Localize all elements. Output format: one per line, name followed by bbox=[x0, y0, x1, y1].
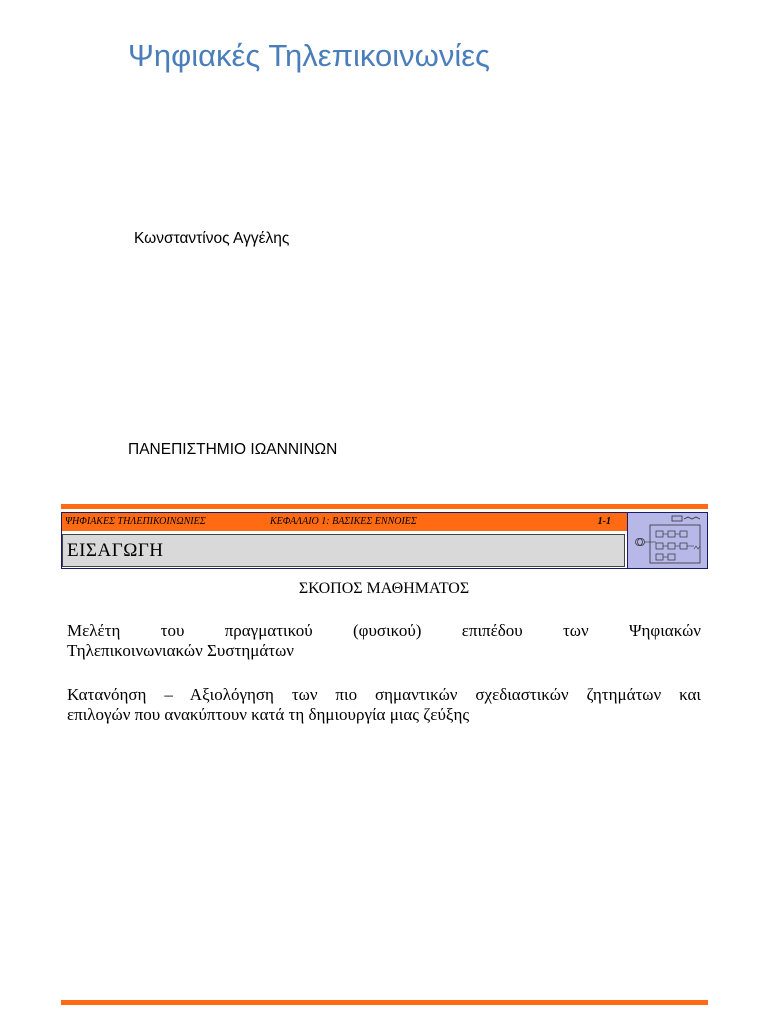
paragraph-line: Τηλεπικοινωνιακών Συστημάτων bbox=[67, 641, 294, 660]
paragraph-line: Κατανόηση – Αξιολόγηση των πιο σημαντικών σχεδιαστικών ζητημάτων και bbox=[67, 685, 701, 704]
slide-header-bar bbox=[62, 513, 627, 531]
header-page-number: 1-1 bbox=[597, 516, 611, 527]
header-chapter-name: ΚΕΦΑΛΑΙΟ 1: ΒΑΣΙΚΕΣ ΕΝΝΟΙΕΣ bbox=[270, 516, 417, 527]
document-title: Ψηφιακές Τηλεπικοινωνίες bbox=[128, 38, 490, 73]
paragraph-course-evaluation bbox=[67, 685, 701, 725]
paragraph-line: Μελέτη του πραγματικού (φυσικού) επιπέδου των Ψηφιακών bbox=[67, 621, 701, 640]
header-diagram-panel bbox=[627, 513, 707, 568]
author-name: Κωνσταντίνος Αγγέλης bbox=[134, 230, 290, 247]
section-title: ΕΙΣΑΓΩΓΗ bbox=[67, 540, 164, 561]
communication-system-block-diagram-icon bbox=[628, 513, 708, 568]
paragraph-course-goal bbox=[67, 621, 701, 661]
university-name: ΠΑΝΕΠΙΣΤΗΜΙΟ ΙΩΑΝΝΙΝΩΝ bbox=[128, 441, 338, 458]
top-orange-rule bbox=[61, 504, 708, 509]
paragraph-line: επιλογών που ανακύπτουν κατά τη δημιουργία μιας ζεύξης bbox=[67, 705, 470, 724]
section-title-box bbox=[62, 534, 625, 567]
section-heading: ΣΚΟΠΟΣ ΜΑΘΗΜΑΤΟΣ bbox=[298, 580, 470, 597]
bottom-orange-rule bbox=[61, 1000, 708, 1005]
header-course-name: ΨΗΦΙΑΚΕΣ ΤΗΛΕΠΙΚΟΙΝΩΝΙΕΣ bbox=[65, 516, 206, 527]
